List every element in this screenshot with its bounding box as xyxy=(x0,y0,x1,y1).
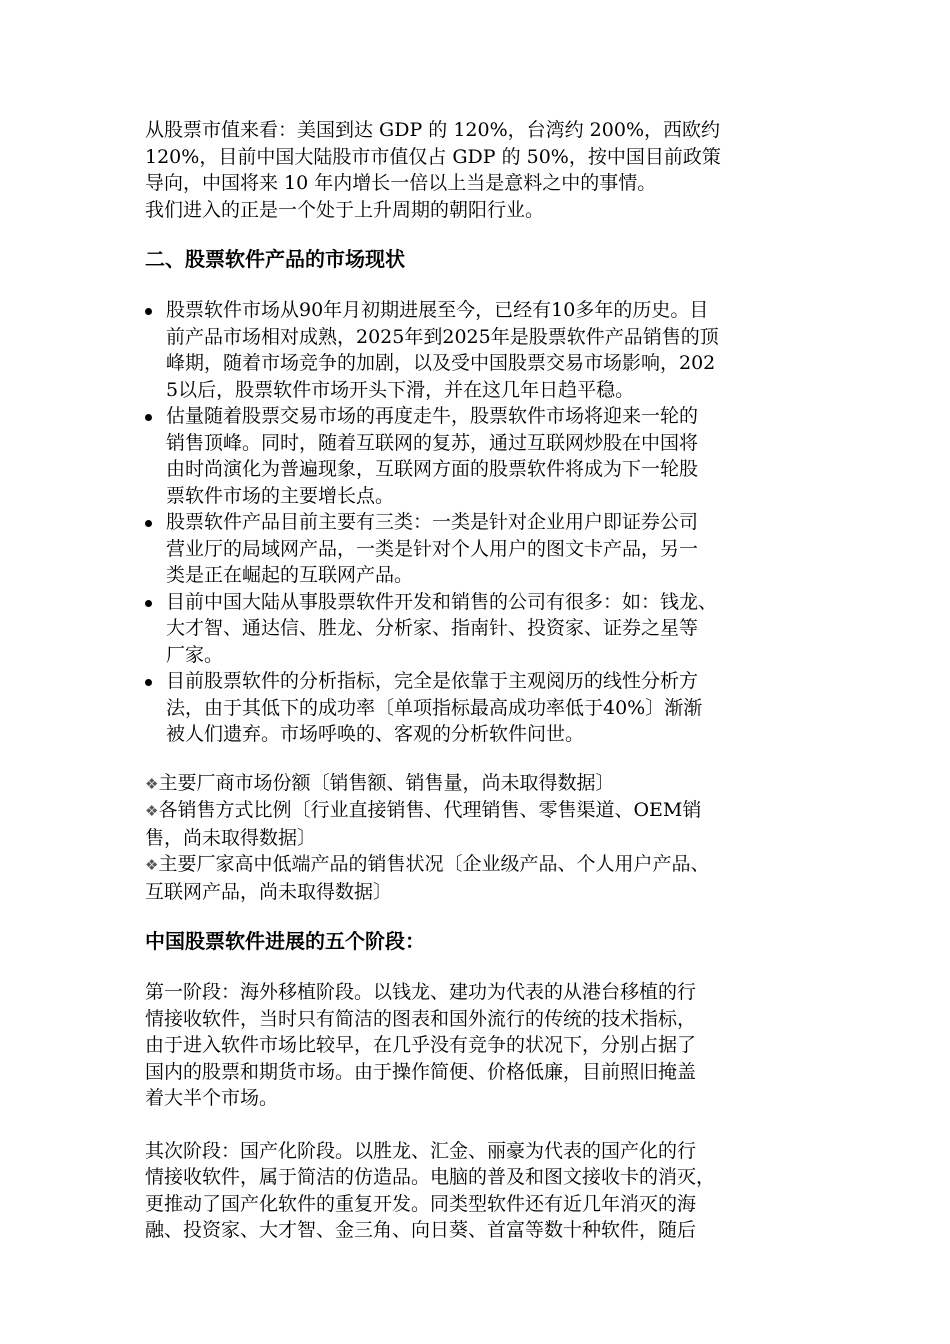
bullet-text: 股票软件产品目前主要有三类：一类是针对企业用户即证券公司 营业厅的局域网产品，一类是针对个人用户的图文卡产品，另一 类是正在崛起的互联网产品。 xyxy=(166,511,699,586)
diamond-bullet-icon: ❖ xyxy=(145,802,159,820)
bullet-item xyxy=(145,509,825,589)
bullet-item xyxy=(145,403,825,509)
bullet-text: 目前股票软件的分析指标，完全是依靠于主观阅历的线性分析方 法，由于其低下的成功率〔单项指标最高成功率低于40%〕渐渐 被人们遗弃。市场呼唤的、客观的分析软件问世。 xyxy=(166,670,703,745)
data-todo-item xyxy=(145,851,825,905)
stage-two-paragraph: 其次阶段：国产化阶段。以胜龙、汇金、丽豪为代表的国产化的行 情接收软件，属于简洁的仿造品。电脑的普及和图文接收卡的消灭， 更推动了国产化软件的重复开发。同类型软件还有近几年消灭的海 融、投资家、大才智、金三角、向日葵、首富等数十种软件，随后 xyxy=(145,1139,716,1241)
data-todo-item xyxy=(145,797,825,851)
data-todo-text: 主要厂家高中低端产品的销售状况〔企业级产品、个人用户产品、 互联网产品，尚未取得数据〕 xyxy=(145,853,710,903)
section-heading-market-status: 二、股票软件产品的市场现状 xyxy=(145,247,405,271)
bullet-item xyxy=(145,297,825,403)
bullet-dot-icon xyxy=(145,414,152,421)
bullet-dot-icon xyxy=(145,308,152,315)
document-page xyxy=(145,117,825,1270)
bullet-dot-icon xyxy=(145,679,152,686)
bullet-text: 估量随着股票交易市场的再度走牛，股票软件市场将迎来一轮的 销售顶峰。同时，随着互联网的复苏，通过互联网炒股在中国将 由时尚演化为普遍现象，互联网方面的股票软件将成为下一轮股 票软件市场的主要增长点。 xyxy=(166,405,699,507)
bullet-dot-icon xyxy=(145,600,152,607)
data-todo-text: 各销售方式比例〔行业直接销售、代理销售、零售渠道、OEM销 售，尚未取得数据〕 xyxy=(145,799,702,849)
intro-paragraph: 从股票市值来看：美国到达 GDP 的 120%，台湾约 200%，西欧约 120%，目前中国大陆股市市值仅占 GDP 的 50%，按中国目前政策 导向，中国将来 10 年内增长一倍以上当是意料之中的事情。 我们进入的正是一个处于上升周期的朝阳行业。 xyxy=(145,119,721,221)
bullet-item xyxy=(145,589,825,669)
data-todo-list xyxy=(145,770,825,906)
diamond-bullet-icon: ❖ xyxy=(145,774,159,793)
market-status-bullet-list xyxy=(145,297,825,748)
section-heading-five-stages: 中国股票软件进展的五个阶段： xyxy=(145,929,425,953)
bullet-item xyxy=(145,668,825,748)
bullet-text: 目前中国大陆从事股票软件开发和销售的公司有很多：如：钱龙、 大才智、通达信、胜龙、分析家、指南针、投资家、证券之星等 厂家。 xyxy=(166,590,718,666)
bullet-text: 股票软件市场从90年月初期进展至今，已经有10多年的历史。目 前产品市场相对成熟，2025年到2025年是股票软件产品销售的顶 峰期，随着市场竞争的加剧，以及受中国股票交易市场影响，202 5以后，股票软件市场开头下滑，并在这几年日趋平稳。 xyxy=(166,299,719,401)
diamond-bullet-icon: ❖ xyxy=(145,856,159,874)
data-todo-item xyxy=(145,770,825,798)
stage-one-paragraph: 第一阶段：海外移植阶段。以钱龙、建功为代表的从港台移植的行 情接收软件，当时只有简洁的图表和国外流行的传统的技术指标， 由于进入软件市场比较早，在几乎没有竞争的状况下，分别占据了 国内的股票和期货市场。由于操作简便、价格低廉，目前照旧掩盖 着大半个市场。 xyxy=(145,981,697,1109)
bullet-dot-icon xyxy=(145,520,152,527)
data-todo-text: 主要厂商市场份额〔销售额、销售量，尚未取得数据〕 xyxy=(158,771,615,794)
